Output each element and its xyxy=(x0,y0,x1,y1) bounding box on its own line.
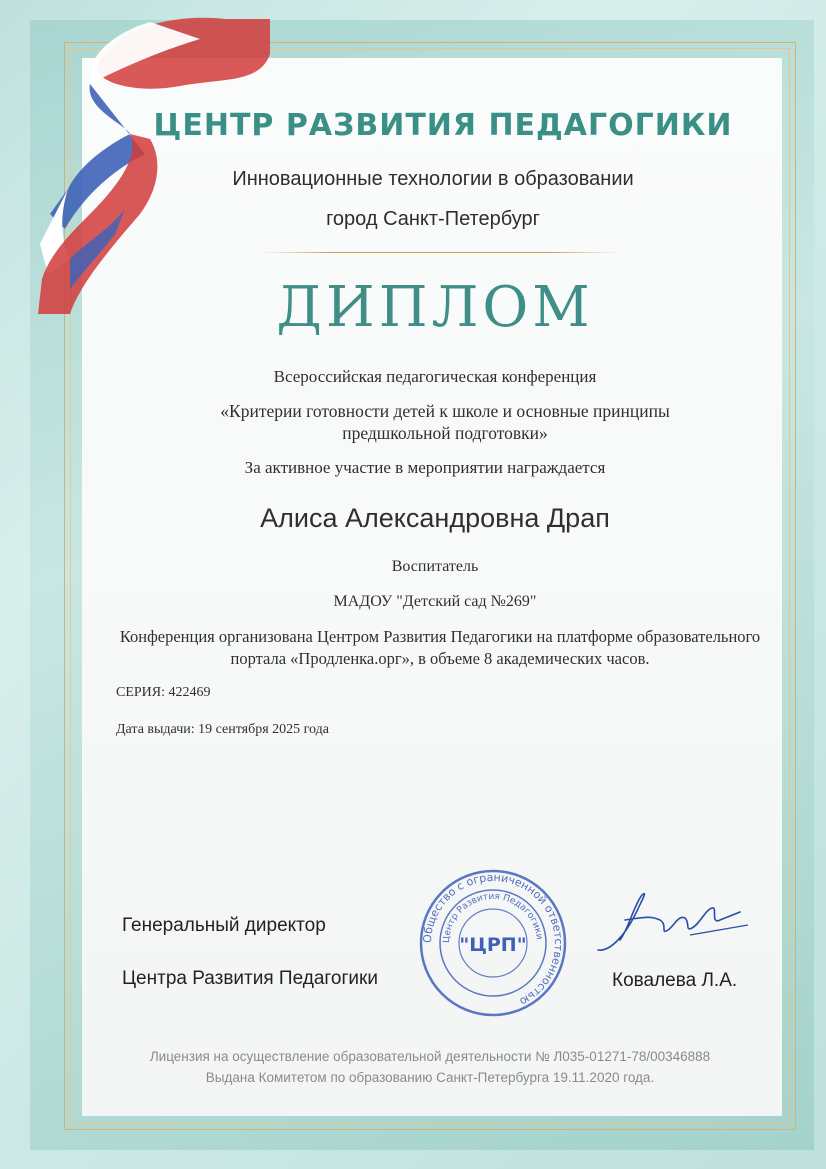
official-stamp xyxy=(418,868,568,1018)
recipient-name: Алиса Александровна Драп xyxy=(260,503,610,533)
conference-topic: «Критерии готовности детей к школе и основные принципы предшкольной подготовки» xyxy=(220,401,670,443)
issue-date: Дата выдачи: 19 сентября 2025 года xyxy=(116,722,329,737)
stamp-center-text: "ЦРП" xyxy=(459,934,527,956)
award-text: За активное участие в мероприятии награждается xyxy=(244,458,606,477)
organization-city: город Санкт-Петербург xyxy=(326,208,540,230)
russian-flag-ribbon xyxy=(30,14,280,314)
serial-number: СЕРИЯ: 422469 xyxy=(116,685,211,700)
recipient-institution: МАДОУ "Детский сад №269" xyxy=(333,593,537,610)
organization-title: ЦЕНТР РАЗВИТИЯ ПЕДАГОГИКИ xyxy=(153,108,733,143)
recipient-position: Воспитатель xyxy=(391,558,479,575)
director-title-line1: Генеральный директор xyxy=(122,915,326,936)
director-name: Ковалева Л.А. xyxy=(612,970,738,991)
organizer-note: Конференция организована Центром Развития Педагогики на платформе образовательного портала «Продленка.орг», в объеме 8 академических часов. xyxy=(119,627,761,668)
license-line-2: Выдана Комитетом по образованию Санкт-Петербурга 19.11.2020 года. xyxy=(205,1070,655,1085)
director-title-line2: Центра Развития Педагогики xyxy=(122,968,378,989)
divider-line xyxy=(260,252,620,253)
conference-name: Всероссийская педагогическая конференция xyxy=(273,367,597,386)
organization-subtitle: Инновационные технологии в образовании xyxy=(232,168,634,190)
stamp-inner-text: Центр Развития Педагогики xyxy=(441,891,544,944)
diploma-title: ДИПЛОМ xyxy=(276,275,594,340)
director-signature xyxy=(590,880,750,965)
stamp-ring-text: Общество с ограниченной ответственностью xyxy=(420,870,566,1009)
license-line-1: Лицензия на осуществление образовательной деятельности № Л035-01271-78/00346888 xyxy=(149,1049,711,1064)
